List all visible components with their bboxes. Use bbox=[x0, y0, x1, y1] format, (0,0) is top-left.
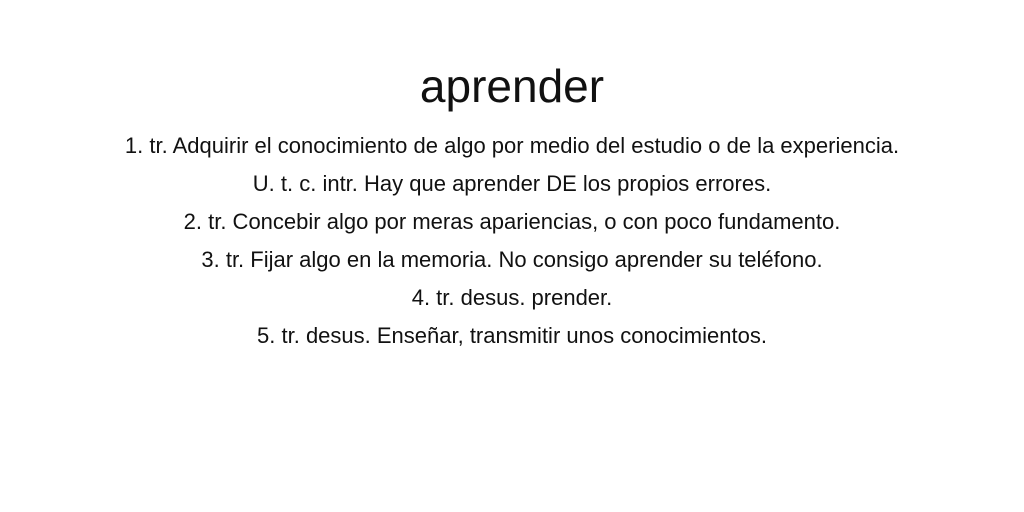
definition-block bbox=[112, 127, 912, 355]
sense-1: 1. tr. Adquirir el conocimiento de algo por medio del estudio o de la experiencia. U. t. c. intr. Hay que aprender DE los propios errores. bbox=[124, 133, 900, 196]
sense-3: 3. tr. Fijar algo en la memoria. No consigo aprender su teléfono. bbox=[201, 247, 823, 272]
sense-4: 4. tr. desus. prender. bbox=[411, 285, 613, 310]
headword: aprender bbox=[419, 60, 605, 112]
sense-2: 2. tr. Concebir algo por meras apariencias, o con poco fundamento. bbox=[183, 209, 841, 234]
sense-5: 5. tr. desus. Enseñar, transmitir unos conocimientos. bbox=[257, 323, 767, 348]
